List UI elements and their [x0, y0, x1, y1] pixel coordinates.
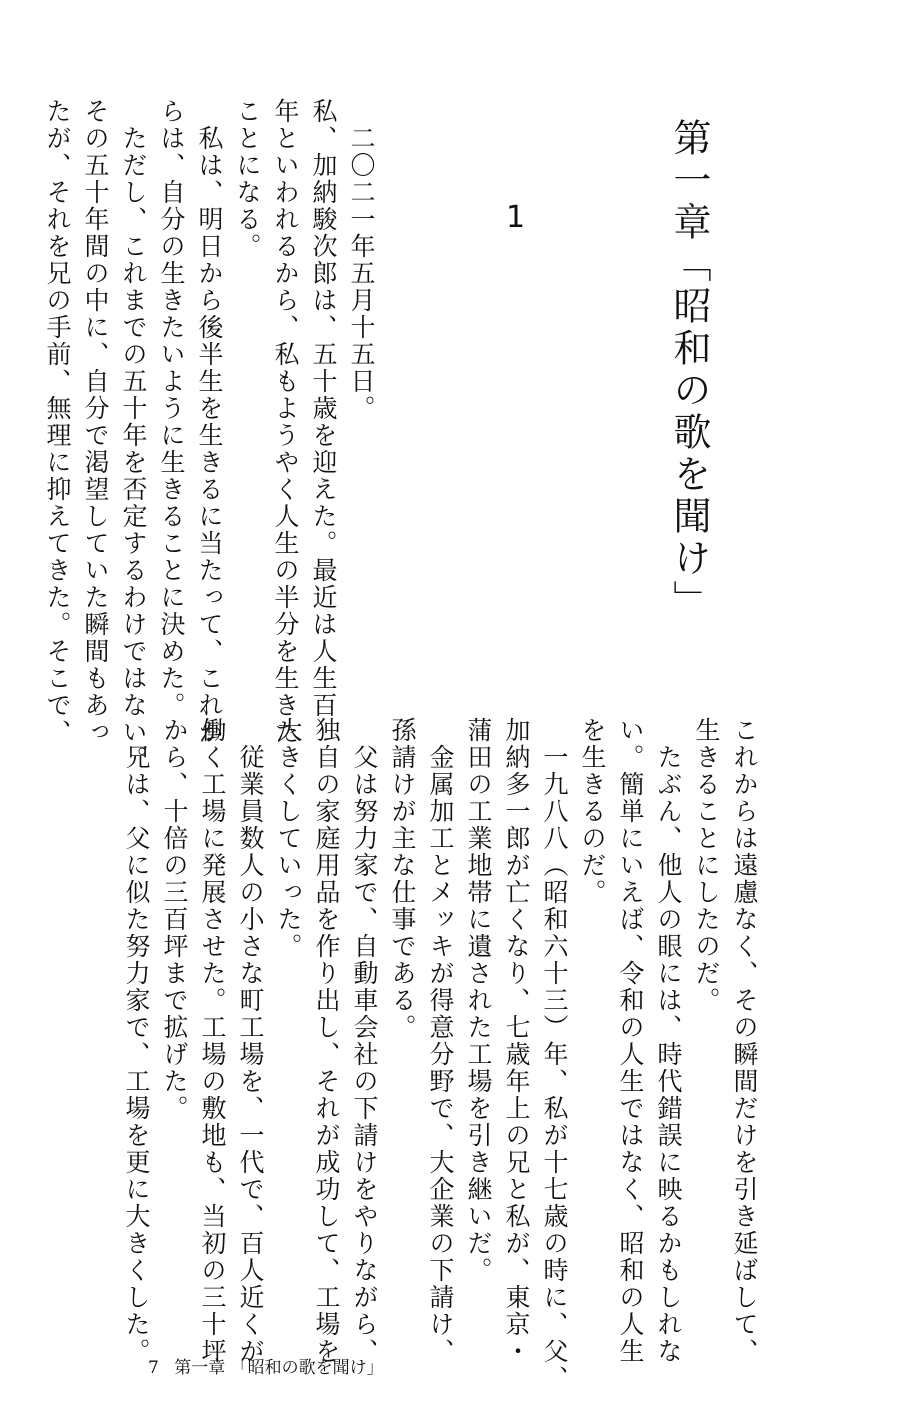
text-line: 兄は、父に似た努力家で、工場を更に大きくした。: [122, 717, 151, 1365]
text-block-top: [38, 98, 380, 773]
text-line: その五十年間の中に、自分で渇望していた瞬間もあっ: [81, 98, 110, 746]
text-line: これからは遠慮なく、その瞬間だけを引き延ばして、: [730, 717, 759, 1365]
text-line: から、十倍の三百坪まで拡げた。: [160, 717, 189, 1122]
page-number: 7: [148, 1358, 159, 1378]
text-line: 従業員数人の小さな町工場を、一代で、百人近くが: [236, 717, 265, 1365]
text-line: 一九八八（昭和六十三）年、私が十七歳の時に、父、: [540, 717, 569, 1392]
text-line: い。簡単にいえば、令和の人生ではなく、昭和の人生: [616, 717, 645, 1365]
text-line: ただし、これまでの五十年を否定するわけではない。: [119, 98, 148, 773]
text-line: 蒲田の工業地帯に遺された工場を引き継いだ。: [464, 717, 493, 1284]
text-line: たぶん、他人の眼には、時代錯誤に映るかもしれな: [654, 717, 683, 1365]
text-line: ことになる。: [233, 98, 262, 260]
text-line: 生きることにしたのだ。: [692, 717, 721, 1014]
text-line: 父は努力家で、自動車会社の下請けをやりながら、: [350, 717, 379, 1365]
text-line: たが、それを兄の手前、無理に抑えてきた。そこで、: [43, 98, 72, 746]
text-line: 私、加納駿次郎は、五十歳を迎えた。最近は人生百: [309, 98, 338, 719]
text-line: を生きるのだ。: [578, 717, 607, 906]
chapter-title: 第一章「昭和の歌を聞け」: [667, 118, 711, 622]
text-line: 加納多一郎が亡くなり、七歳年上の兄と私が、東京・: [502, 717, 531, 1365]
page-footer: [148, 1360, 384, 1377]
text-line: 働く工場に発展させた。工場の敷地も、当初の三十坪: [198, 717, 227, 1365]
text-line: 孫請けが主な仕事である。: [388, 717, 417, 1041]
text-line: 独自の家庭用品を作り出し、それが成功して、工場を: [312, 717, 341, 1365]
text-line: 金属加工とメッキが得意分野で、大企業の下請け、: [426, 717, 455, 1365]
text-line: 二〇二一年五月十五日。: [347, 98, 376, 422]
text-line: 年といわれるから、私もようやく人生の半分を生きた: [271, 98, 300, 746]
text-line: 大きくしていった。: [274, 717, 303, 960]
section-number: 1: [498, 200, 533, 235]
text-line: 私は、明日から後半生を生きるに当たって、これか: [195, 98, 224, 746]
running-head: 第一章 「昭和の歌を聞け」: [174, 1358, 384, 1378]
text-line: らは、自分の生きたいように生きることに決めた。: [157, 98, 186, 719]
